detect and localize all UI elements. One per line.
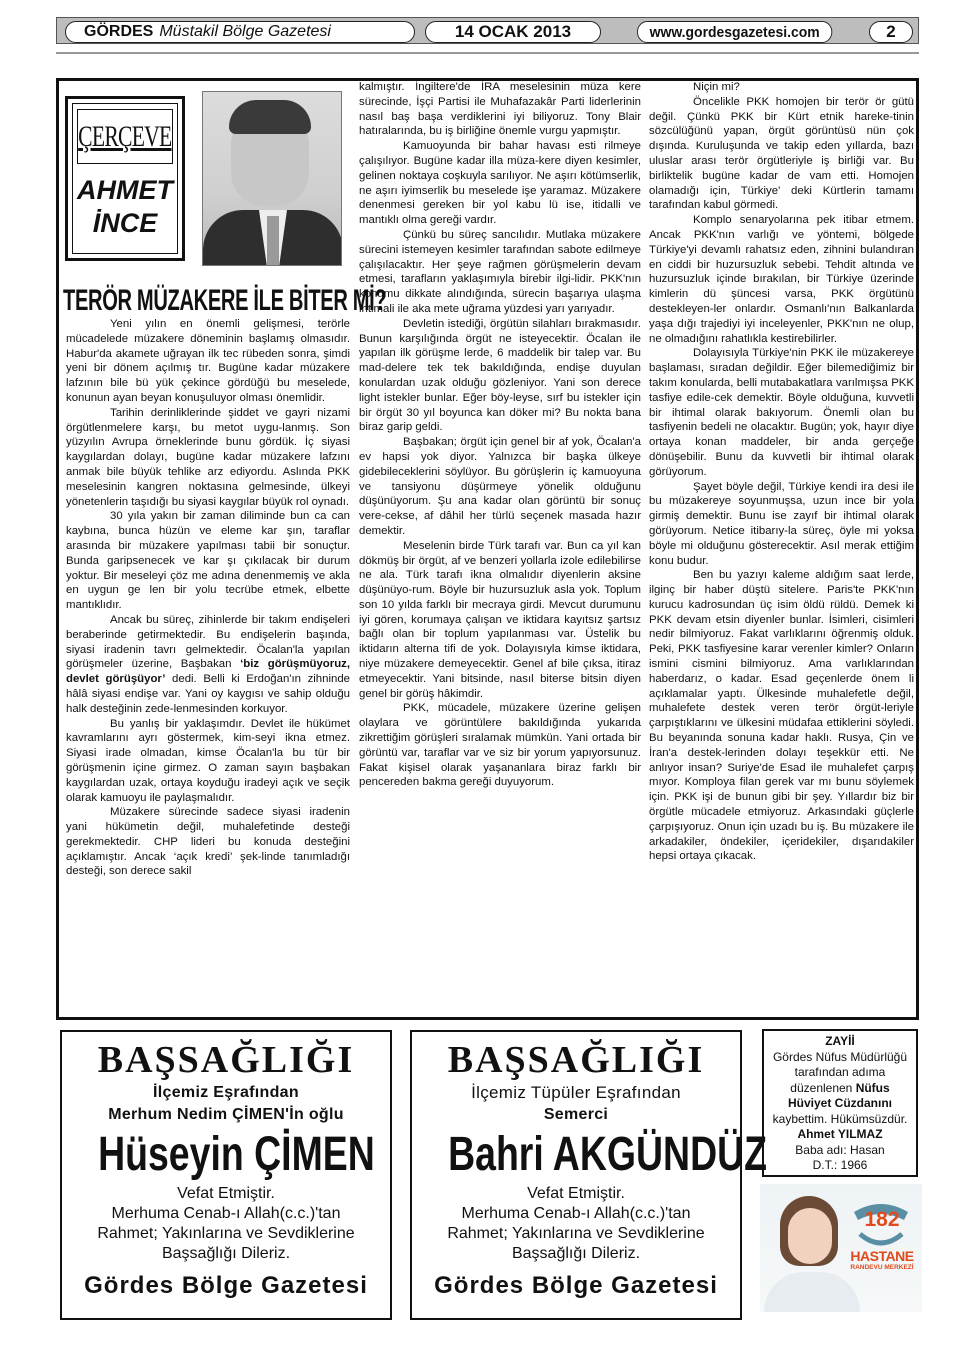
notice-line: tarafından adıma — [794, 1065, 886, 1079]
ad-body — [62, 1184, 390, 1264]
deceased-name: Bahri AKGÜNDÜZ — [448, 1128, 768, 1181]
ad-body-line: Rahmet; Yakınlarına ve Sevdiklerine — [97, 1225, 355, 1242]
issue-date: 14 OCAK 2013 — [425, 21, 601, 43]
notice-line: kaybettim. Hükümsüzdür. — [772, 1111, 908, 1126]
paper-subtitle: Müstakil Bölge Gazetesi — [159, 23, 331, 40]
author-last-name: İNCE — [92, 208, 158, 238]
ad-body-line: Vefat Etmiştir. — [527, 1185, 625, 1202]
notice-title — [764, 1034, 916, 1050]
paragraph: Müzakere sürecinde sadece siyasi iradenin yani hükümetin değil, muhalefetinde desteği gerekmektedir. CHP lideri bu konuda desteğini açıklamıştır. Ancak ‘açık kredi’ şek-linde tanımladığı desteği, son derece sakil — [66, 806, 350, 878]
article-column-1 — [66, 317, 350, 879]
ad-title: BAŞSAĞLIĞI — [447, 1039, 705, 1081]
page-number: 2 — [869, 21, 913, 43]
paragraph: Komplo senaryolarına pek itibar etmem. Ancak PKK'nın varlığı ve yöntemi, bölgede Türkiye'yi devamlı rahatsız eden, zihnini bulandıran en ciddi bir huzursuzluk sebebi. Tehdit altında ve huzursuzluk içinde bırakılan, bir Türkiye üzerinde kimlerin dü şüncesi varsa, PKK örgütünü destekleyen-ler onlardır. Osmanlı'nın Balkanlarda yaşa dığı trajediyi iyi inceleyenler, PKK'nın ne olup, ne olmadığını rahatlıkla kestirebilirler. — [649, 214, 914, 345]
paragraph: Niçin mi? — [693, 81, 740, 93]
paper-name: GÖRDES — [84, 23, 154, 40]
paragraph: Bu yanlış bir yaklaşımdır. Devlet ile hükümet kavramlarını ayrı göstermek, kim-seyi ikna etmez. Siyasi irade olmadan, kimse Öcalan'la bu tür bir görüşmenin içine girmez. O zaman sayın başbakan kaygılardan uzak, ortaya koyduğu iradeyi açık ve seçik olarak kamuoyu ile paylaşmalıdır. — [66, 717, 350, 804]
photo-tie — [267, 216, 279, 266]
ad-line: Semerci — [543, 1106, 609, 1123]
notice-bold: Nüfus — [855, 1080, 890, 1095]
condolence-ad-1 — [60, 1030, 392, 1320]
article-headline: TERÖR MÜZAKERE İLE BİTER Mİ? — [63, 284, 387, 317]
hospital-appointment-ad — [760, 1184, 922, 1312]
notice-person: Ahmet YILMAZ — [797, 1127, 883, 1141]
masthead — [56, 17, 919, 44]
notice-line: Baba adı: Hasan — [795, 1142, 885, 1157]
paragraph: kalmıştır. İngiltere'de İRA meselesinin müza kere sürecinde, İşçi Partisi ile Muhafazakâr Parti liderlerinin nasıl baş başa verdiklerini iyi biliyoruz. Tony Blair hatıralarında, bu iş birliğine önemle vurgu yapmıştır. — [359, 81, 641, 138]
ad-signature: Gördes Bölge Gazetesi — [434, 1272, 718, 1299]
paragraph-text: dedi. Belli ki Erdoğan'ın zihninde hâlâ siyasi endişe var. Yani oy kaygısı ve sahip olduğu halk desteğinin zede-lenmesinden korkuyor. — [66, 673, 351, 715]
notice-bold: Hüviyet Cüzdanını — [787, 1096, 892, 1110]
photo-hair — [229, 100, 311, 134]
condolence-ad-2 — [410, 1030, 768, 1320]
quote-bold: ‘biz görüşmüyoruz, devlet görüşüyor’ — [66, 658, 351, 686]
section-label-box — [77, 109, 173, 164]
paragraph: Şayet böyle değil, Türkiye kendi ira desi ile bu müzakereye soyunmuşsa, uzun ince bir yola girmiş demektir. Bunu ise zayıf bir ihtimal olarak görüyorum. Netice itibarıy-la süreç, öyle mi yoksa böyle mi olduğunu gösterecektir. Asıl merak ettiğim konu budur. — [649, 480, 914, 567]
ad-title: BAŞSAĞLIĞI — [97, 1039, 355, 1081]
hotline-subtitle: RANDEVU MERKEZİ — [850, 1264, 914, 1271]
article-column-3 — [649, 80, 914, 864]
paper-name-pill — [65, 21, 415, 43]
hotline-number: 182 — [864, 1208, 900, 1231]
ad-body-line: Merhuma Cenab-ı Allah(c.c.)'tan — [111, 1205, 341, 1222]
article-frame — [56, 80, 919, 1020]
notice-text: düzenlenen — [790, 1080, 856, 1095]
notice-line — [764, 1127, 916, 1143]
author-first-name: AHMET — [77, 175, 173, 205]
lost-id-notice — [762, 1029, 918, 1177]
ad-body-line: Rahmet; Yakınlarına ve Sevdiklerine — [447, 1225, 705, 1242]
ad-signature: Gördes Bölge Gazetesi — [84, 1272, 368, 1299]
article-column-2 — [359, 80, 641, 790]
deceased-name: Hüseyin ÇİMEN — [98, 1128, 375, 1181]
ad-line: İlçemiz Eşrafından — [153, 1084, 299, 1101]
paragraph: PKK, mücadele, müzakere üzerine gelişen olaylara ve görüntülere bakıldığında yukarıda zikrettiğim görüşleri sıralamak mümkün. Yani ortada bir görüntü var, taraflar var ve siz bir yorum yapıyorsunuz. Fakat kişisel olarak yaşananlara biraz farklı bir pencereden bakma gereği duyuyorum. — [359, 702, 641, 789]
paragraph-text: Ancak bu süreç, zihinlerde bir takım endişeleri beraberinde getirmektedir. Bu endişelerin başında, siyasi iradenin tavrı gelmektedir. Öcalan'la yapılan görüşmeler üzerine, Başbakan — [66, 613, 350, 671]
paragraph: Devletin istediği, örgütün silahları bırakmasıdır. Bunun karşılığında örgüt ne isteyecektir. Öcalan ile yapılan ilk görüşme lerde, 6 maddelik bir talep var. Bu mad-delere tek tek bakıldığında, endişe duyulan konulardan uzak olduğu gözleniyor. Yani son derece light istekler bunlar. Eğer böy-leyse, sırf bu istekler için bir örgüt 30 yıl boyunca kan döker mi? Bu nokta bana biraz garip geldi. — [359, 317, 641, 434]
ad-body-line: Başsağlığı Dileriz. — [511, 1245, 641, 1262]
author-name — [77, 174, 173, 240]
website-link[interactable]: www.gordesgazetesi.com — [637, 21, 832, 43]
ad-body-line: Merhuma Cenab-ı Allah(c.c.)'tan — [461, 1205, 691, 1222]
ad-body-line: Başsağlığı Dileriz. — [161, 1245, 291, 1262]
ad-body — [412, 1184, 740, 1264]
paragraph: Kamuoyunda bir bahar havası esti rilmeye çalışılıyor. Bugüne kadar illa müza-kere diyen kesimler, gelinen noktaya coşkuyla sarılıyor. Ne aşırı kötümserlik, ne aşırı iyimserlik bu meselede işe yaramaz. Müzakere denenmesi gereken bir yol kabu lü ise, itidalli ve mantıklı olma gereği vardır. — [359, 140, 641, 227]
paragraph: Tarihin derinliklerinde şiddet ve gayri nizami örgütlenmelere karşı, bu metot uygu-lanmış. Son yüzyılın Avrupa örneklerinde bunu gördük. İç siyasi kaygılardan dolayı, bugüne kadar müzakere lafzını anmak bile büyük tehlike arz ediyordu. Aslında PKK meselesinin kangren noktasına gelmesinde, ülkeyi yönetenlerin taşıdığı bu siyasi kaygılar büyük rol oynadı. — [66, 406, 350, 508]
notice-line: Gördes Nüfus Müdürlüğü — [772, 1049, 908, 1064]
notice-line — [764, 1096, 916, 1112]
operator-body — [764, 1272, 860, 1312]
notice-line — [764, 1081, 916, 1097]
ad-line: İlçemiz Tüpüler Eşrafından — [471, 1083, 681, 1102]
operator-face — [788, 1208, 832, 1264]
paragraph: 30 yıla yakın bir zaman diliminde bun ca can kaybına, bunca hüzün ve eleme kar şın, taraflar arasında bir müzakere yapılması tabii bir sonuçtur. Bunda garipsenecek ve kar şı çıkılacak bir durum yoktur. Bir meseleyi çöz me adına denenmemiş ve akla en uygun ge len bir yolu tecrübe etmek, elbette mantıklıdır. — [66, 510, 350, 612]
paragraph: Başbakan; örgüt için genel bir af yok, Öcalan'a ev hapsi yok diyor. Yalnızca bir başka ülkeye gidebileceklerini söylüyor. Bu görüşlerin iç kamuoyuna ve tansiyonu düşürmeye yönelik olduğunu düşünüyorum. Şu ana kadar olan görüntü bir sonuç vere-cekse, af dâhil her türlü seçenek masada hazır demektir. — [359, 436, 641, 537]
paragraph: Çünkü bu süreç sancılıdır. Mutlaka müzakere sürecini istemeyen kesimler tarafından sabote edilmeye çalışılacaktır. Her şeye rağmen görüşmelerin devam etmesi, tarafların yaklaşımıyla birebir ilgi-lidir. PKK'nın konumu dikkate alındığında, sürecin başarıya ulaşma ihtimali ile aka mete uğrama yüzdesi yarı yarıyadır. — [359, 228, 641, 315]
paragraph: Öncelikle PKK homojen bir terör ör gütü değil. Çünkü PKK bir Kürt etnik hareke-tinin sözcülüğünü yapan, örgüt görüntüsü nün çok dışında. Kuruluşunda ve takip eden yıllarda, bazı uluslar arası terör örgütleriyle iş birliği var. Bu birliktelik bugüne kadar de vam etti. Homojen olamadığı için, Türkiye' deki Kürtlerin tamamı tarafından kabul görmedi. — [649, 95, 914, 212]
paragraph: Meselenin birde Türk tarafı var. Bun ca yıl kan dökmüş bir örgüt, af ve benzeri yollarla izole edilebilirse ne ala. Türk tarafı ikna olmalıdır diyenlerin aksine düşünüyo-rum. Böyle bir huzursuzluk asla yok. Toplum son 10 yılda farklı bir mecraya girdi. Mevcut durumunu iyi gören, korumaya çalışan ve iktidara kayıtsız şartsız bağlı olan bir toplum yapılanması var. Üstelik bu iktidarın alterna tifi de yok. Dolayısıyla kimse iktidara, niye müzakere demeyecektir. Genel af bile çıksa, itiraz etmeyecektir. Yani bitsinde, nasıl biterse bitsin diyen genel bir görüş hâkimdir. — [359, 539, 641, 700]
notice-title-text: ZAYİİ — [825, 1034, 855, 1048]
paragraph: Ben bu yazıyı kaleme aldığım saat lerde, ilginç bir haber düştü sitelere. Paris'te PKK'nın kurucu kadrosundan üç isim öldü rüldü. Demek ki PKK devam etsin diyenler bunlar. İsimleri, cisimleri nedir bilmiyoruz. Fakat varlıklarını öğrenmiş olduk. Peki, PKK tasfiyesine karar verenler kimler? Onların ismini cismini bilmiyoruz. Ama varlıklarından haberdarız, o kadar. Esad geçenlerde önem li açıklamalar yaptı. Ülkesinde muhalefetle değil, muhalefete destek veren terör örgüt-leriyle çarpıştıklarını ve ülkesini müdafaa ettiklerini söyledi. Bu beyanında sonuna kadar haklı. Rusya, Çin ve İran'a destek-lerinden dolayı teşekkür etti. Ne anlıyor insan? Suriye'de Esad ile muhalefet çarpış mıyor. Komploya filan gerek var mı bunu söylemek için. PKK işi de bunun gibi bir şey. Yıllardır biz bir örgütle mücadele etmiyoruz. Arkasındaki güçlerle çarpışıyoruz. Onun için uzadı bu iş. Bu müzakere ile arkadakiler, öndekiler, içeridekiler, dışarıdakiler hepsi ortaya çıkacak. — [649, 569, 914, 863]
header-divider — [56, 52, 919, 54]
ad-line: Merhum Nedim ÇİMEN'İn oğlu — [108, 1106, 344, 1123]
paragraph: Dolayısıyla Türkiye'nin PKK ile müzakereye başlaması, sıradan değildir. Eğer bilemediğimiz bir takım konularda, belli mutabakatlara varılmışsa PKK tasfiye edile-cek demektir. Böyle olduğuna, kuvvetli bir ihtimal olarak bakıyorum. Önemli olan bu tasfiyenin bedeli ne olacaktır. Bugün; yok, hayır diye ortaya konan maddeler, bir anda gerçeğe dönüşebilir. Bunu da kuvvetli bir ihtimal olarak görüyorum. — [649, 347, 914, 478]
hotline-brand: HASTANE — [850, 1248, 914, 1264]
author-photo — [202, 91, 342, 266]
section-label: ÇERÇEVE — [78, 119, 172, 153]
column-byline-box — [65, 96, 185, 261]
paragraph: Yeni yılın en önemli gelişmesi, terörle mücadelede müzakere döneminin başlamış olmasıdır. Habur'da akamete uğrayan ilk tec rübeden sonra, şimdi yeni bir dönem açılmış tır. Bugüne kadar müzakere lafzının bile bü yük çekince gördüğü bu meselede, konunun ayan beyan konuşuluyor olması önemlidir. — [66, 318, 350, 404]
ad-body-line: Vefat Etmiştir. — [177, 1185, 275, 1202]
paragraph — [66, 613, 350, 717]
notice-line: D.T.: 1966 — [812, 1158, 868, 1172]
